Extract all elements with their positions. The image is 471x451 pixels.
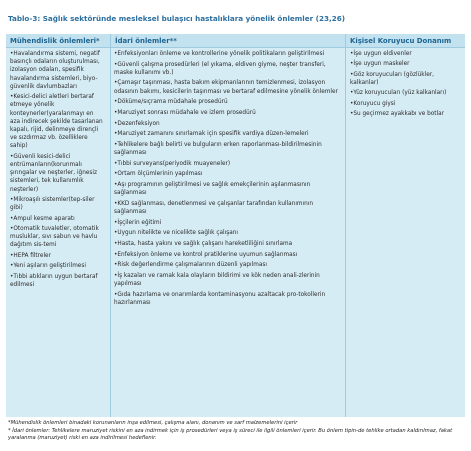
list-item: •Kesici-delici aletleri bertaraf etmeye yönelik konteynerler(yaralanmayı en aza indirecek şekilde tasarlanan kapalı, rijid, delinmeye dirençli ve sızdırmaz vb. özelliklere sahip) (10, 94, 103, 150)
list-item: •Döküme/sıçrama müdahale prosedürü (114, 99, 228, 106)
list-item: •Tehlikelere bağlı belirti ve bulguların erken raporlanması-bildirilmesinin sağlanması (114, 141, 322, 157)
list-item: •İşe uygun eldivenler (350, 51, 412, 57)
engineering-column (10, 50, 104, 291)
list-item: •Su geçirmez ayakkabı ve botlar (350, 111, 444, 118)
list-item: •Hasta, hasta yakını ve sağlık çalışanı hareketliliğini sınırlama (114, 240, 293, 247)
measures-table (6, 34, 465, 417)
list-item: •KKD sağlanması, denetlenmesi ve çalışanlar tarafından kullanımının sağlanması (114, 200, 314, 216)
list-item: •Risk değerlendirme çalışmalarının düzenli yapılması (114, 262, 267, 269)
list-item: •Enfeksiyonları önleme ve kontrollerine yönelik politikaların geliştirilmesi (114, 51, 325, 57)
list-item: •Aşı programının geliştirilmesi ve sağlık emekçilerinin aşılanmasının sağlanması (114, 182, 311, 197)
list-item: •Güvenli çalışma prosedürleri (el yıkama, eldiven giyme, neşter transferi, maske kullanımı vb.) (114, 61, 326, 76)
header-ppe: Kişisel Koruyucu Donanım (346, 34, 465, 48)
list-item: •HEPA filtreler (10, 252, 51, 259)
list-item: •Ortam ölçümlerinin yapılması (114, 171, 203, 178)
list-item: •Otomatik tuvaletler, otomatik musluklar, sıvı sabun ve havlu dağıtım sis-temi (10, 226, 99, 249)
list-item: •Enfeksiyon önleme ve kontrol pratiklerine uyumun sağlanması (114, 251, 298, 258)
footnote-administrative: * İdari önlemler: Tehlikelere maruziyet riskini en aza indirmek için iş prosedürleri veya iş süreci ile ilgili önlemleri içerir. Bu önlem tipin-de tehlike ortadan kaldırılmaz, fakat yaralanma (maruziyet) riski en aza indirilmesi hedeflenir. (8, 428, 453, 442)
list-item: •Yeni aşıların geliştirilmesi (10, 263, 86, 270)
list-item: •Tıbbi atıkların uygun bertaraf edilmesi (10, 273, 98, 288)
list-item: •Dezenfeksiyon (114, 120, 160, 127)
list-item: •Maruziyet sonrası müdahale ve izlem prosedürü (114, 109, 256, 116)
list-item: •Göz koruyucuları (gözlükler, kalkanlar) (350, 71, 434, 86)
ppe-column (350, 50, 460, 121)
list-item: •İşe uygun maskeler (350, 61, 410, 68)
column-divider (110, 34, 111, 417)
list-item: •Uygun nitelikte ve nicelikte sağlık çalışanı (114, 230, 238, 237)
list-item: •Yüz koruyucuları (yüz kalkanları) (350, 90, 447, 97)
footnote-engineering: *Mühendislik önlemleri binadaki korunanların inşa edilmesi, çalışma alanı, donanım ve sarf malzemelerini içerir (8, 420, 298, 426)
list-item: •Mikroaşılı sistemler(tep-siler gibi) (10, 197, 95, 212)
table-caption: Tablo-3: Sağlık sektöründe mesleksel bulaşıcı hastalıklara yönelik önlemler (23,26) (8, 14, 345, 23)
list-item: •Tıbbi surveyans(periyodik muayeneler) (114, 160, 231, 167)
list-item: •Gıda hazırlama ve onarımlarda kontaminasyonu azaltacak pro-tokollerin hazırlanması (114, 291, 326, 306)
list-item: •Güvenli kesici-delici entrümanların(korunmalı şırıngalar ve neşterler, iğnesiz sistemleri, tek kullanımlık neşterler) (10, 153, 97, 193)
list-item: •Maruziyet zamanını sınırlamak için spesifik vardiya düzen-lemeleri (114, 131, 309, 138)
list-item: •Havalandırma sistemi, negatif basınçlı odaların oluşturulması, izolasyon odaları, spesifik havalandırma sistemleri, biyo-güvenlik davlumbazları (10, 51, 100, 90)
header-engineering: Mühendislik önlemleri* (6, 34, 110, 48)
header-administrative: İdari önlemler** (111, 34, 345, 48)
list-item: •Çamaşır taşınması, hasta bakım ekipmanlarının temizlenmesi, izolasyon odasının bakımı, kesicilerin taşınması ve bertaraf edilmesine yönelik önlemler (114, 80, 338, 95)
column-divider (345, 34, 346, 417)
administrative-column (114, 50, 344, 310)
list-item: •İşçilerin eğitimi (114, 219, 162, 226)
list-item: •Koruyucu giysi (350, 100, 396, 107)
list-item: •Ampul kesme aparatı (10, 215, 75, 222)
list-item: •İş kazaları ve ramak kala olayların bildirimi ve kök neden anali-zlerinin yapılması (114, 272, 320, 288)
